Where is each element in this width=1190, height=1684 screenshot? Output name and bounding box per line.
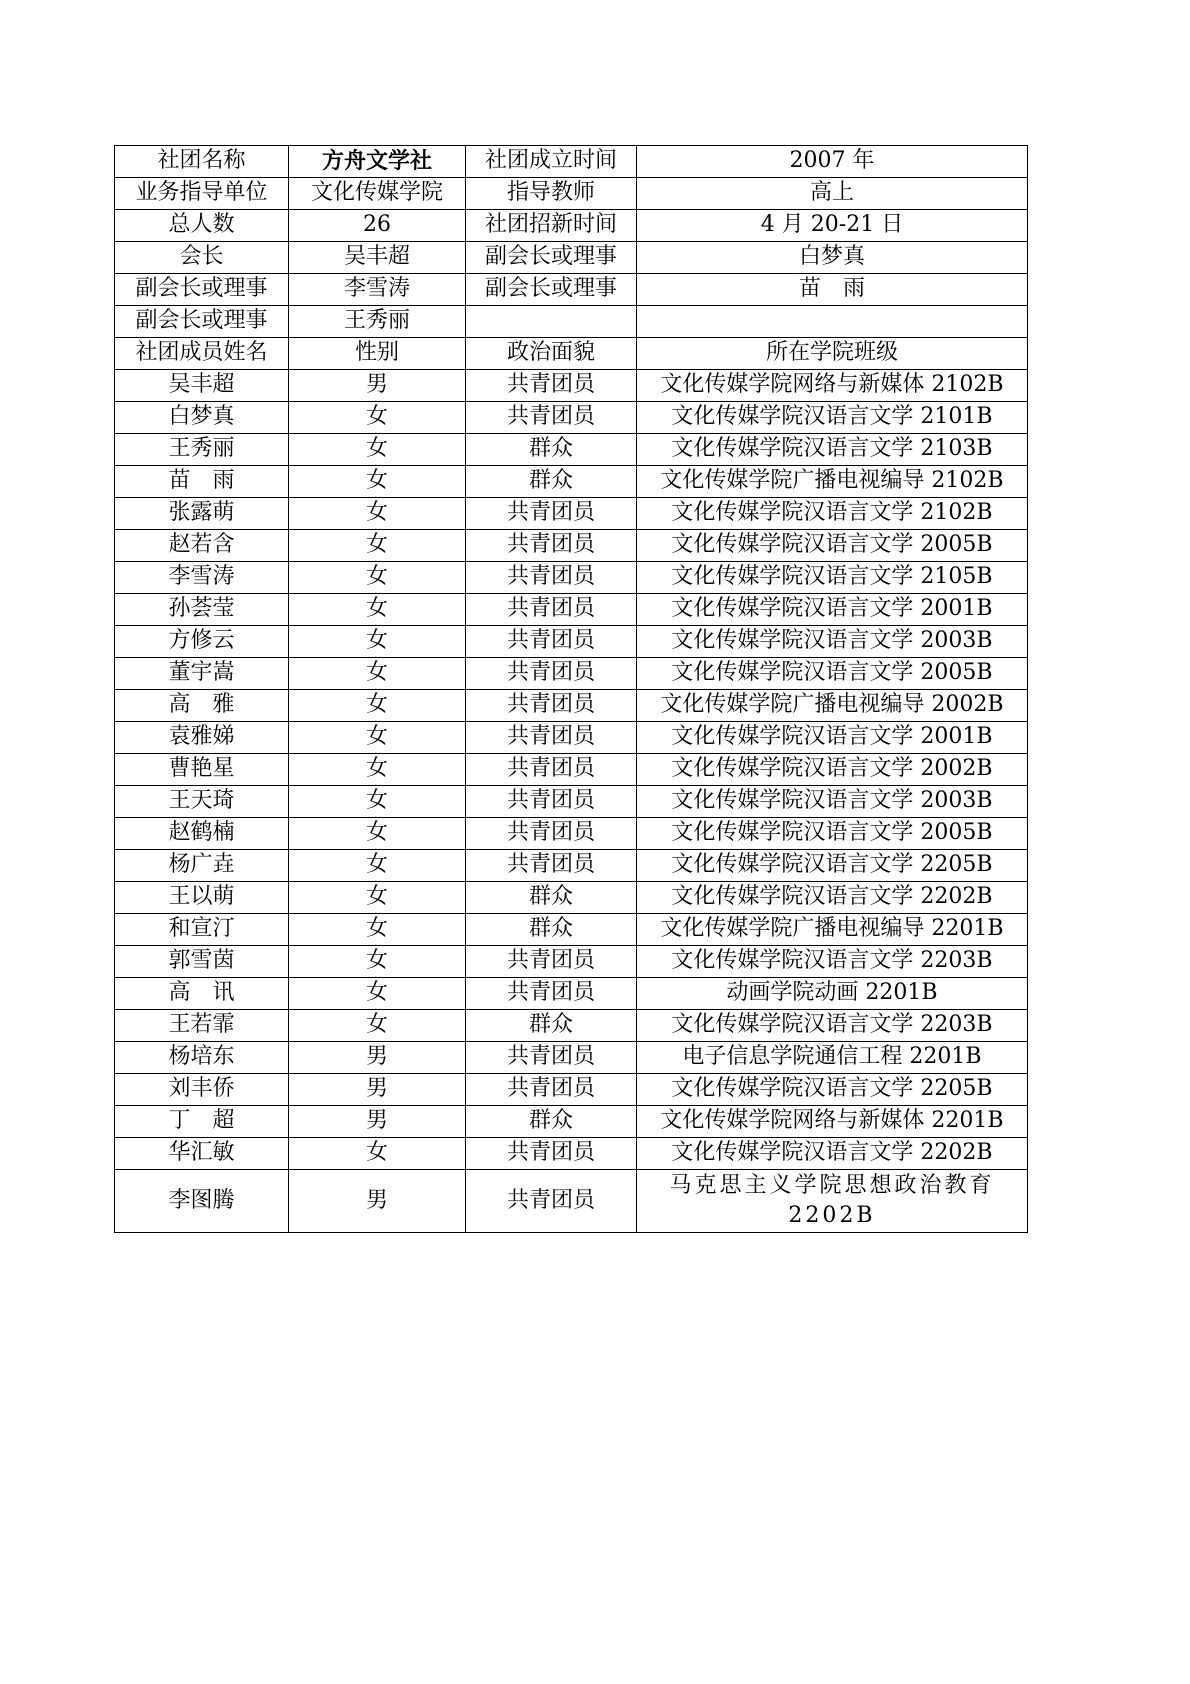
guidance-unit-value: 文化传媒学院	[289, 178, 466, 210]
table-row	[115, 594, 1028, 626]
member-class: 文化传媒学院汉语言文学 2005B	[637, 818, 1028, 850]
member-gender: 女	[289, 754, 466, 786]
member-gender: 男	[289, 1042, 466, 1074]
table-row	[115, 466, 1028, 498]
member-political: 共青团员	[466, 946, 637, 978]
member-political: 共青团员	[466, 1138, 637, 1170]
member-gender: 女	[289, 882, 466, 914]
member-name: 王秀丽	[115, 434, 289, 466]
total-label: 总人数	[115, 210, 289, 242]
advisor-value: 高上	[637, 178, 1028, 210]
member-political: 共青团员	[466, 818, 637, 850]
vp3-value: 苗 雨	[637, 274, 1028, 306]
member-gender: 男	[289, 1170, 466, 1233]
member-name: 刘丰侨	[115, 1074, 289, 1106]
member-class: 文化传媒学院汉语言文学 2005B	[637, 658, 1028, 690]
member-name: 高 雅	[115, 690, 289, 722]
vp4-label: 副会长或理事	[115, 306, 289, 338]
member-name: 和宣汀	[115, 914, 289, 946]
info-row-guidance	[115, 178, 1028, 210]
club-roster-table	[114, 145, 1028, 1233]
member-name: 赵若含	[115, 530, 289, 562]
member-name: 张露萌	[115, 498, 289, 530]
member-political: 共青团员	[466, 754, 637, 786]
member-political: 共青团员	[466, 1042, 637, 1074]
guidance-unit-label: 业务指导单位	[115, 178, 289, 210]
member-class: 文化传媒学院汉语言文学 2203B	[637, 946, 1028, 978]
table-row	[115, 690, 1028, 722]
member-name: 王以萌	[115, 882, 289, 914]
member-class: 动画学院动画 2201B	[637, 978, 1028, 1010]
member-political: 共青团员	[466, 530, 637, 562]
vp1-value: 白梦真	[637, 242, 1028, 274]
member-name: 高 讯	[115, 978, 289, 1010]
member-political: 共青团员	[466, 1074, 637, 1106]
member-political: 群众	[466, 1106, 637, 1138]
table-row	[115, 1106, 1028, 1138]
member-gender: 女	[289, 978, 466, 1010]
member-political: 群众	[466, 466, 637, 498]
table-row	[115, 530, 1028, 562]
member-political: 共青团员	[466, 850, 637, 882]
member-name: 白梦真	[115, 402, 289, 434]
member-political: 共青团员	[466, 658, 637, 690]
member-name: 孙荟莹	[115, 594, 289, 626]
header-class: 所在学院班级	[637, 338, 1028, 370]
member-class: 文化传媒学院广播电视编导 2201B	[637, 914, 1028, 946]
table-row	[115, 1010, 1028, 1042]
club-name-label: 社团名称	[115, 146, 289, 178]
member-gender: 女	[289, 690, 466, 722]
member-name: 方修云	[115, 626, 289, 658]
table-row	[115, 626, 1028, 658]
founded-label: 社团成立时间	[466, 146, 637, 178]
member-gender: 女	[289, 434, 466, 466]
empty-cell	[637, 306, 1028, 338]
member-class: 文化传媒学院网络与新媒体 2201B	[637, 1106, 1028, 1138]
member-name: 郭雪茵	[115, 946, 289, 978]
table-row	[115, 1042, 1028, 1074]
member-gender: 女	[289, 562, 466, 594]
member-political: 群众	[466, 434, 637, 466]
header-gender: 性别	[289, 338, 466, 370]
member-class: 文化传媒学院汉语言文学 2203B	[637, 1010, 1028, 1042]
member-class: 文化传媒学院广播电视编导 2002B	[637, 690, 1028, 722]
member-political: 群众	[466, 882, 637, 914]
table-row	[115, 786, 1028, 818]
member-political: 共青团员	[466, 722, 637, 754]
club-roster-sheet	[114, 145, 1027, 1233]
member-name: 吴丰超	[115, 370, 289, 402]
member-class: 文化传媒学院网络与新媒体 2102B	[637, 370, 1028, 402]
table-row	[115, 722, 1028, 754]
member-name: 李雪涛	[115, 562, 289, 594]
table-row	[115, 850, 1028, 882]
vp1-label: 副会长或理事	[466, 242, 637, 274]
info-row-total	[115, 210, 1028, 242]
member-gender: 男	[289, 370, 466, 402]
vp4-value: 王秀丽	[289, 306, 466, 338]
member-political: 群众	[466, 1010, 637, 1042]
member-class: 文化传媒学院汉语言文学 2202B	[637, 882, 1028, 914]
member-name: 苗 雨	[115, 466, 289, 498]
table-row	[115, 658, 1028, 690]
table-row	[115, 818, 1028, 850]
member-gender: 女	[289, 658, 466, 690]
member-political: 共青团员	[466, 786, 637, 818]
member-class: 文化传媒学院汉语言文学 2002B	[637, 754, 1028, 786]
member-gender: 女	[289, 1010, 466, 1042]
member-class: 文化传媒学院汉语言文学 2105B	[637, 562, 1028, 594]
member-gender: 女	[289, 786, 466, 818]
member-political: 共青团员	[466, 626, 637, 658]
member-class: 文化传媒学院汉语言文学 2103B	[637, 434, 1028, 466]
member-gender: 女	[289, 466, 466, 498]
member-name: 董宇嵩	[115, 658, 289, 690]
member-gender: 女	[289, 626, 466, 658]
member-political: 共青团员	[466, 562, 637, 594]
member-gender: 男	[289, 1106, 466, 1138]
member-political: 共青团员	[466, 1170, 637, 1233]
member-class: 文化传媒学院汉语言文学 2001B	[637, 722, 1028, 754]
member-political: 共青团员	[466, 690, 637, 722]
member-political: 群众	[466, 914, 637, 946]
member-name: 杨培东	[115, 1042, 289, 1074]
member-political: 共青团员	[466, 370, 637, 402]
table-row	[115, 1138, 1028, 1170]
member-political: 共青团员	[466, 978, 637, 1010]
table-row	[115, 370, 1028, 402]
vp2-value: 李雪涛	[289, 274, 466, 306]
info-row-vice-2	[115, 306, 1028, 338]
member-class: 文化传媒学院汉语言文学 2003B	[637, 626, 1028, 658]
info-row-name	[115, 146, 1028, 178]
member-gender: 女	[289, 530, 466, 562]
member-class: 文化传媒学院汉语言文学 2202B	[637, 1138, 1028, 1170]
table-row	[115, 946, 1028, 978]
empty-cell	[466, 306, 637, 338]
member-name: 丁 超	[115, 1106, 289, 1138]
member-gender: 女	[289, 402, 466, 434]
table-row	[115, 1074, 1028, 1106]
member-class: 文化传媒学院汉语言文学 2102B	[637, 498, 1028, 530]
member-name: 王若霏	[115, 1010, 289, 1042]
member-gender: 女	[289, 946, 466, 978]
table-row	[115, 562, 1028, 594]
member-class: 文化传媒学院汉语言文学 2005B	[637, 530, 1028, 562]
member-name: 袁雅娣	[115, 722, 289, 754]
member-class: 文化传媒学院汉语言文学 2101B	[637, 402, 1028, 434]
header-name: 社团成员姓名	[115, 338, 289, 370]
member-name: 曹艳星	[115, 754, 289, 786]
member-class: 文化传媒学院汉语言文学 2001B	[637, 594, 1028, 626]
member-class: 文化传媒学院汉语言文学 2003B	[637, 786, 1028, 818]
member-gender: 女	[289, 498, 466, 530]
table-row	[115, 434, 1028, 466]
member-class: 电子信息学院通信工程 2201B	[637, 1042, 1028, 1074]
member-name: 赵鹤楠	[115, 818, 289, 850]
table-row	[115, 978, 1028, 1010]
table-row	[115, 754, 1028, 786]
member-class: 文化传媒学院汉语言文学 2205B	[637, 1074, 1028, 1106]
advisor-label: 指导教师	[466, 178, 637, 210]
info-row-vice	[115, 274, 1028, 306]
member-name: 李图腾	[115, 1170, 289, 1233]
president-label: 会长	[115, 242, 289, 274]
member-gender: 女	[289, 722, 466, 754]
member-name: 王天琦	[115, 786, 289, 818]
recruit-label: 社团招新时间	[466, 210, 637, 242]
vp3-label: 副会长或理事	[466, 274, 637, 306]
member-political: 共青团员	[466, 402, 637, 434]
member-gender: 女	[289, 818, 466, 850]
president-value: 吴丰超	[289, 242, 466, 274]
members-header-row	[115, 338, 1028, 370]
vp2-label: 副会长或理事	[115, 274, 289, 306]
member-gender: 女	[289, 594, 466, 626]
table-row	[115, 914, 1028, 946]
member-name: 杨广垚	[115, 850, 289, 882]
member-gender: 男	[289, 1074, 466, 1106]
member-political: 共青团员	[466, 594, 637, 626]
founded-value: 2007 年	[637, 146, 1028, 178]
table-row	[115, 498, 1028, 530]
total-value: 26	[289, 210, 466, 242]
member-gender: 女	[289, 1138, 466, 1170]
table-row	[115, 882, 1028, 914]
info-row-president	[115, 242, 1028, 274]
member-class: 文化传媒学院广播电视编导 2102B	[637, 466, 1028, 498]
recruit-value: 4 月 20-21 日	[637, 210, 1028, 242]
table-row	[115, 402, 1028, 434]
member-class: 马克思主义学院思想政治教育 2202B	[637, 1170, 1028, 1233]
member-name: 华汇敏	[115, 1138, 289, 1170]
member-political: 共青团员	[466, 498, 637, 530]
member-gender: 女	[289, 914, 466, 946]
table-row	[115, 1170, 1028, 1233]
header-political: 政治面貌	[466, 338, 637, 370]
member-class: 文化传媒学院汉语言文学 2205B	[637, 850, 1028, 882]
member-gender: 女	[289, 850, 466, 882]
club-name-value: 方舟文学社	[289, 146, 466, 178]
